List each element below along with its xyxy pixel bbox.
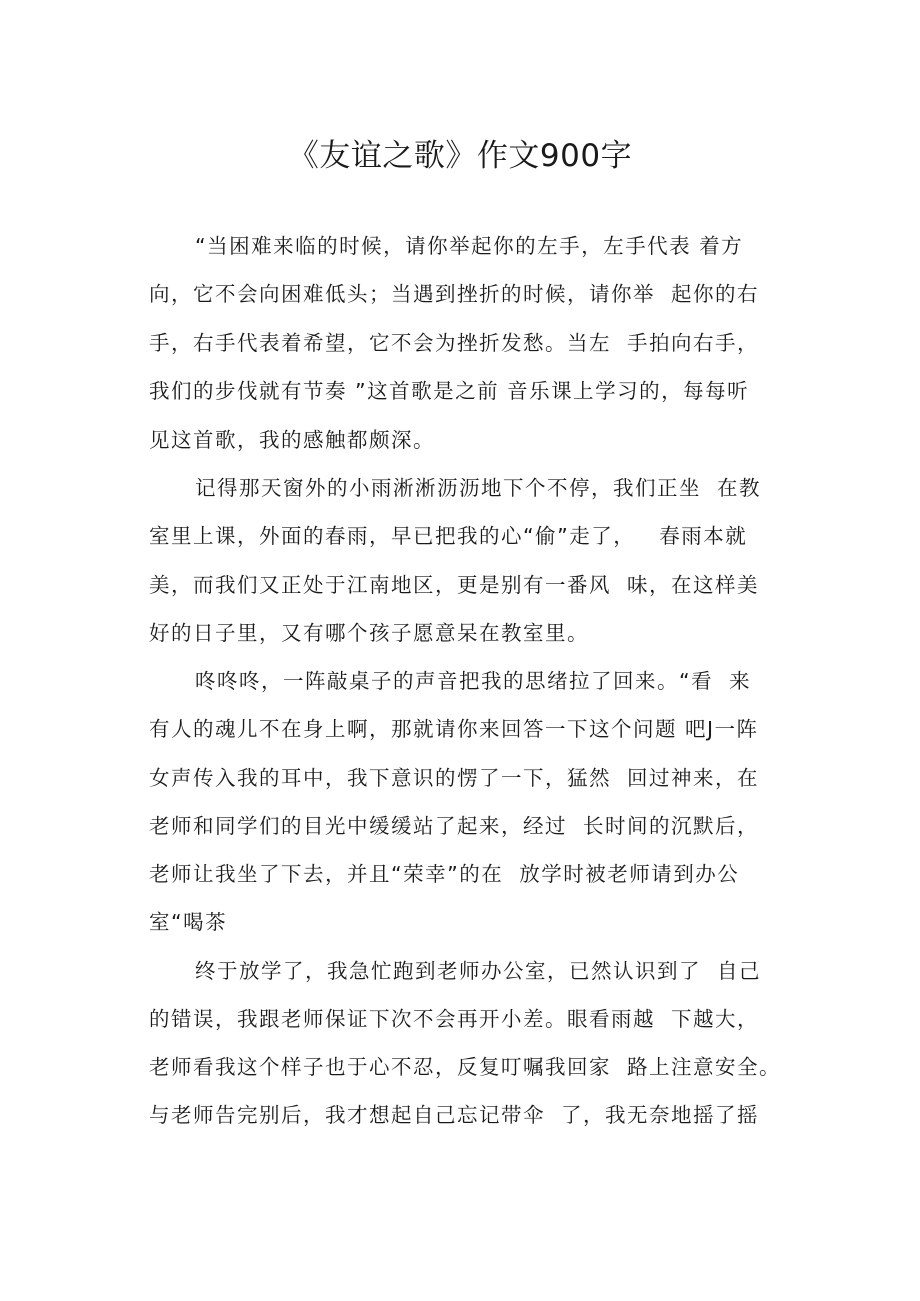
text-line: 咚咚咚，一阵敲桌子的声音把我的思绪拉了回来。“看 来	[195, 669, 752, 693]
text-line: 美，而我们又正处于江南地区，更是别有一番风 味，在这样美	[149, 573, 760, 597]
text-line: 与老师告完别后，我才想起自己忘记带伞 了，我无奈地摇了摇	[149, 1103, 760, 1127]
text-line: 室“喝茶	[149, 910, 228, 934]
text-line: “当困难来临的时候，请你举起你的左手，左手代表 着方	[195, 234, 744, 258]
text-line: 老师让我坐了下去，并且“荣幸”的在 放学时被老师请到办公	[149, 862, 740, 886]
text-line: 我们的步伐就有节奏 ”这首歌是之前 音乐课上学习的，每每听	[149, 379, 750, 403]
text-line: 老师看我这个样子也于心不忍，反复叮嘱我回家 路上注意安全。	[149, 1055, 782, 1079]
text-line: 向，它不会向困难低头；当遇到挫折的时候，请你举 起你的右	[149, 282, 760, 306]
text-line: 女声传入我的耳中，我下意识的愣了一下，猛然 回过神来，在	[149, 766, 760, 790]
text-line: 终于放学了，我急忙跑到老师办公室，已然认识到了 自己	[195, 959, 762, 983]
text-line: 的错误，我跟老师保证下次不会再开小差。眼看雨越 下越大，	[149, 1007, 760, 1031]
text-line: 老师和同学们的目光中缓缓站了起来，经过 长时间的沉默后，	[149, 814, 760, 838]
text-line: 室里上课，外面的春雨，早已把我的心“偷”走了， 春雨本就	[149, 524, 748, 548]
text-line: 见这首歌，我的感触都颇深。	[149, 428, 435, 452]
document-title: 《友谊之歌》作文900字	[287, 138, 633, 174]
text-line: 记得那天窗外的小雨淅淅沥沥地下个不停，我们正坐 在教	[195, 476, 762, 500]
text-line: 好的日子里，又有哪个孩子愿意呆在教室里。	[149, 621, 589, 645]
text-line: 有人的魂儿不在身上啊，那就请你来回答一下这个问题 吧J一阵	[149, 717, 759, 741]
text-line: 手，右手代表着希望，它不会为挫折发愁。当左 手拍向右手，	[149, 331, 760, 355]
